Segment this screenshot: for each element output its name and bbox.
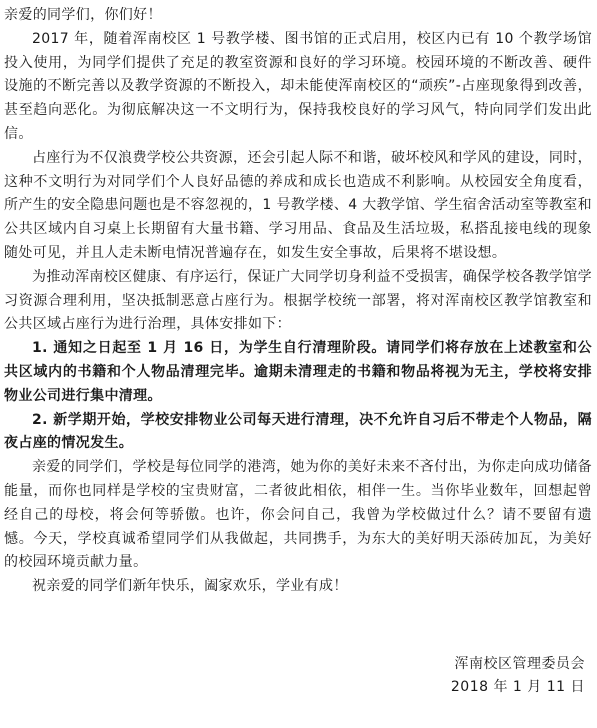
paragraph-appeal: 亲爱的同学们，学校是每位同学的港湾，她为你的美好未来不吝付出，为你走向成功储备能量，而你也同样是学校的宝贵财富，二者彼此相依，相伴一生。当你毕业数年，回想起曾经自己的母校，将会何等骄傲。也许，你会问自己，我曾为学校做过什么？请不要留有遗憾。今天，学校真诚希望同学们从我做起，共同携手，为东大的美好明天添砖加瓦，为美好的校园环境贡献力量。 (4, 459, 592, 571)
paragraph-harm: 占座行为不仅浪费学校公共资源，还会引起人际不和谐，破坏校风和学风的建设，同时，这种不文明行为对同学们个人良好品德的养成和成长也造成不利影响。从校园安全角度看，所产生的安全隐患问题也是不容忽视的，1 号教学楼、4 大教学馆、学生宿舍活动室等教室和公共区域内自习桌上长期留有大量书籍、学习用品、食品及生活垃圾，私搭乱接电线的现象随处可见，并且人走未断电情况普遍存在，如发生安全事故，后果将不堪设想。 (4, 149, 592, 261)
arrangement-item-2: 2. 新学期开始，学校安排物业公司每天进行清理，决不允许自习后不带走个人物品，隔夜占座的情况发生。 (4, 411, 592, 452)
paragraph-arrangement: 为推动浑南校区健康、有序运行，保证广大同学切身利益不受损害，确保学校各教学馆学习资源合理利用，坚决抵制恶意占座行为。根据学校统一部署，将对浑南校区教学馆教室和公共区域占座行为进行治理，具体安排如下： (4, 268, 592, 333)
notice-letter (4, 4, 592, 599)
letter-greeting: 亲爱的同学们，你们好！ (4, 7, 162, 23)
arrangement-item-1: 1. 通知之日起至 1 月 16 日，为学生自行清理阶段。请同学们将存放在上述教室和公共区域内的书籍和个人物品清理完毕。逾期未清理走的书籍和物品将视为无主，学校将安排物业公司进行集中清理。 (4, 340, 592, 404)
signature-date: 2018 年 1 月 11 日 (450, 679, 585, 695)
paragraph-background: 2017 年，随着浑南校区 1 号教学楼、图书馆的正式启用，校区内已有 10 个教学场馆投入使用，为同学们提供了充足的教室资源和良好的学习环境。校园环境的不断改善、硬件设施的不断完善以及教学资源的不断投入，却未能使浑南校区的“顽疾”-占座现象得到改善，甚至趋向恶化。为彻底解决这一不文明行为，保持我校良好的学习风气，特向同学们发出此信。 (4, 30, 592, 142)
paragraph-wishes: 祝亲爱的同学们新年快乐，阖家欢乐，学业有成！ (32, 578, 348, 595)
signature-organization: 浑南校区管理委员会 (454, 656, 585, 672)
